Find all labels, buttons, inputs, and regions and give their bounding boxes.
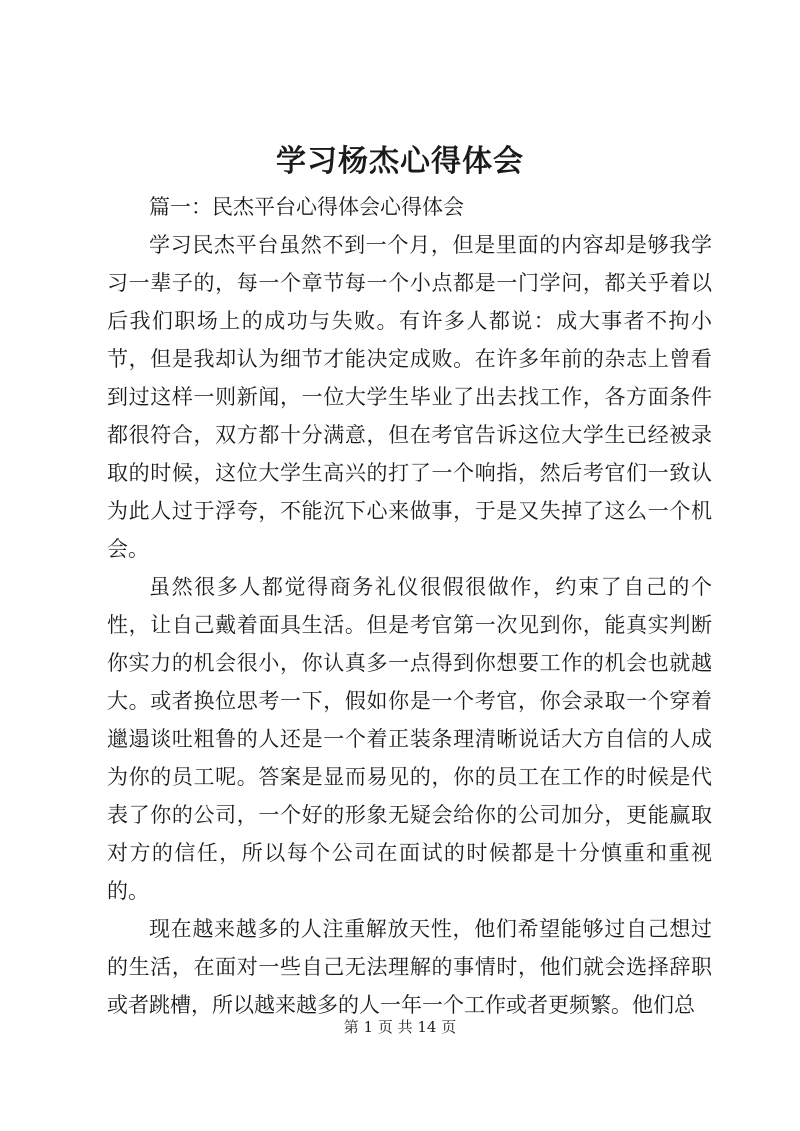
paragraph-2: 虽然很多人都觉得商务礼仪很假很做作，约束了自己的个性，让自己戴着面具生活。但是考官第一次见到你，能真实判断你实力的机会很小，你认真多一点得到你想要工作的机会也就越大。或者换位思考一下，假如你是一个考官，你会录取一个穿着邋遢谈吐粗鲁的人还是一个着正装条理清晰说话大方自信的人成为你的员工呢。答案是显而易见的，你的员工在工作的时候是代表了你的公司，一个好的形象无疑会给你的公司加分，更能赢取对方的信任，所以每个公司在面试的时候都是十分慎重和重视的。 [107,575,712,903]
document-body [107,188,712,1024]
paragraph-1: 学习民杰平台虽然不到一个月，但是里面的内容却是够我学习一辈子的，每一个章节每一个小点都是一门学问，都关乎着以后我们职场上的成功与失败。有许多人都说：成大事者不拘小节，但是我却认为细节才能决定成败。在许多年前的杂志上曾看到过这样一则新闻，一位大学生毕业了出去找工作，各方面条件都很符合，双方都十分满意，但在考官告诉这位大学生已经被录取的时候，这位大学生高兴的打了一个响指，然后考官们一致认为此人过于浮夸，不能沉下心来做事，于是又失掉了这么一个机会。 [107,233,712,561]
paragraph-3: 现在越来越多的人注重解放天性，他们希望能够过自己想过的生活，在面对一些自己无法理解的事情时，他们就会选择辞职或者跳槽，所以越来越多的人一年一个工作或者更频繁。他们总 [107,917,712,1017]
page-title: 学习杨杰心得体会 [276,144,524,179]
section-heading: 篇一：民杰平台心得体会心得体会 [149,195,464,219]
page-number-footer: 第 1 页 共 14 页 [343,1018,457,1036]
